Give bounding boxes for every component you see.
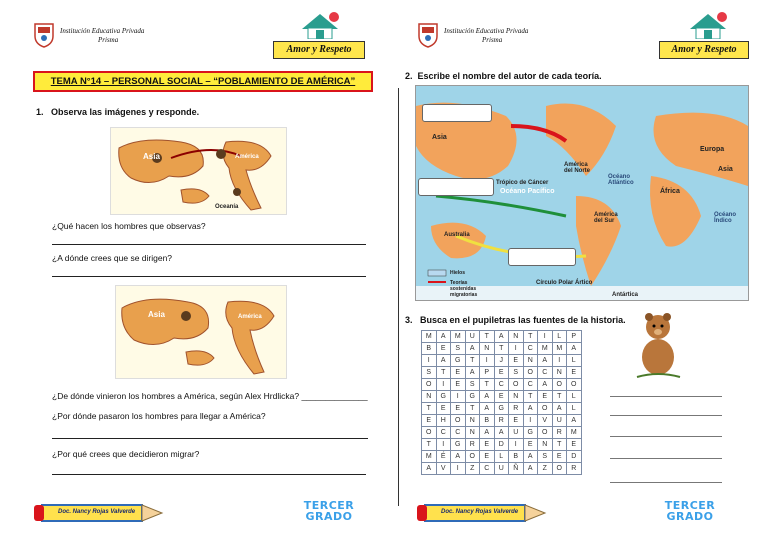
grid-cell[interactable]: E [552,451,567,463]
grid-cell[interactable]: E [538,391,553,403]
grid-cell[interactable]: S [465,379,480,391]
answer-line-1b[interactable] [52,276,366,277]
grid-cell[interactable]: C [538,367,553,379]
grid-cell[interactable]: Z [538,463,553,475]
grid-cell[interactable]: E [480,451,495,463]
grid-cell[interactable]: T [494,343,509,355]
grid-row [422,451,582,463]
grid-cell[interactable]: A [480,427,495,439]
grid-cell[interactable]: A [523,403,538,415]
grid-cell[interactable]: A [451,451,466,463]
map1-asia-label: Asia [143,152,160,161]
grid-cell[interactable]: I [436,439,451,451]
grid-cell[interactable]: A [538,379,553,391]
motto-box: Amor y Respeto [273,41,365,59]
school-logo [33,22,55,48]
question-2-heading [405,71,602,81]
grid-cell[interactable]: A [494,427,509,439]
answer-line-1e[interactable] [52,474,366,475]
map-label-am-norte: América del Norte [564,162,591,174]
map-label-cancer: Trópico de Cáncer [496,180,549,186]
grid-cell[interactable]: M [567,427,582,439]
school-line2: Prisma [98,36,119,44]
grade-line2: GRADO [305,510,353,523]
grid-cell[interactable]: T [480,331,495,343]
school-logo-right [417,22,439,48]
grid-cell[interactable]: J [494,355,509,367]
grid-cell[interactable]: U [465,331,480,343]
question-1e: ¿Por qué crees que decidieron migrar? [52,449,200,459]
migration-map-1 [110,127,287,215]
grade-badge-right [650,500,730,522]
grid-cell[interactable]: I [451,463,466,475]
grid-cell[interactable]: E [451,367,466,379]
grade-line1-right: TERCER [664,499,716,512]
map-label-asia-2: Asia [718,166,733,173]
question-1c: ¿De dónde vinieron los hombres a América, según Alex Hrdlicka? ______________ [52,391,368,401]
grid-row [422,343,582,355]
grid-cell[interactable]: A [422,463,437,475]
grid-cell[interactable]: R [509,403,524,415]
grid-row [422,367,582,379]
grid-cell[interactable]: H [436,415,451,427]
grid-cell[interactable]: A [567,415,582,427]
map-label-antartica: Antártica [612,292,639,298]
question-1-heading [36,107,199,117]
grid-cell[interactable]: É [436,451,451,463]
question-2-text: Escribe el nombre del autor de cada teoría. [417,71,602,81]
grid-cell[interactable]: I [451,391,466,403]
grid-cell[interactable]: C [436,427,451,439]
map-label-am-sur: América del Sur [594,212,618,224]
grid-cell[interactable]: N [480,343,495,355]
grid-cell[interactable]: O [552,379,567,391]
grid-cell[interactable]: N [422,391,437,403]
grid-cell[interactable]: C [523,343,538,355]
question-1a: ¿Qué hacen los hombres que observas? [52,221,206,231]
grid-cell[interactable]: O [552,463,567,475]
map1-oceania-label: Oceanía [215,204,239,210]
grid-row [422,331,582,343]
grid-cell[interactable]: O [567,379,582,391]
grade-badge [289,500,369,522]
question-3-text: Busca en el pupiletras las fuentes de la historia. [420,315,626,325]
question-1b: ¿A dónde crees que se dirigen? [52,253,173,263]
grid-cell[interactable]: I [538,331,553,343]
grid-cell[interactable]: O [523,367,538,379]
grid-cell[interactable]: I [523,415,538,427]
migration-map-2 [115,285,287,379]
grid-cell[interactable]: P [567,331,582,343]
grid-cell[interactable]: A [538,355,553,367]
grid-cell[interactable]: G [451,439,466,451]
map-label-africa: África [660,188,680,195]
grid-cell[interactable]: S [538,451,553,463]
grid-cell[interactable]: N [465,427,480,439]
grid-cell[interactable]: E [436,403,451,415]
bear-illustration [632,311,682,379]
grid-cell[interactable]: R [552,427,567,439]
grid-cell[interactable]: I [509,439,524,451]
teacher-name-right: Doc. Nancy Rojas Valverde [441,509,519,515]
question-1-number: 1. [36,107,44,117]
grid-cell[interactable]: T [552,391,567,403]
page-divider [398,88,399,506]
map-label-atlantico: Océano Atlántico [608,174,634,186]
grid-cell[interactable]: O [509,379,524,391]
grade-line1: TERCER [303,499,355,512]
grid-cell[interactable]: G [494,403,509,415]
grid-cell[interactable]: D [494,439,509,451]
grid-cell[interactable]: I [509,343,524,355]
map-label-asia: Asia [432,134,447,141]
grid-cell[interactable]: S [422,367,437,379]
map2-asia-label: Asia [148,310,165,319]
map2-america-label: América [238,314,262,320]
grid-cell[interactable]: G [451,355,466,367]
grid-cell[interactable]: E [451,379,466,391]
grid-cell[interactable]: T [436,367,451,379]
grid-cell[interactable]: L [494,451,509,463]
grid-cell[interactable]: C [523,379,538,391]
grid-cell[interactable]: N [509,331,524,343]
question-1d: ¿Por dónde pasaron los hombres para llegar a América? [52,411,266,421]
grid-cell[interactable]: U [509,427,524,439]
grid-cell[interactable]: T [480,379,495,391]
grid-cell[interactable]: V [436,463,451,475]
house-icon [298,11,342,39]
teacher-pencil-banner [32,502,164,524]
grid-cell[interactable]: T [523,391,538,403]
grid-cell[interactable]: I [552,355,567,367]
teacher-name: Doc. Nancy Rojas Valverde [58,509,136,515]
grid-cell[interactable]: E [494,367,509,379]
grid-cell[interactable]: A [465,367,480,379]
answer-line-3e[interactable] [610,482,722,483]
motto-box-right: Amor y Respeto [659,41,749,59]
grid-row [422,391,582,403]
grid-cell[interactable]: Z [465,463,480,475]
grid-cell[interactable]: Ñ [509,463,524,475]
grid-cell[interactable]: A [480,403,495,415]
grid-cell[interactable]: I [422,355,437,367]
grid-cell[interactable]: S [509,367,524,379]
answer-line-3d[interactable] [610,458,722,459]
question-2-number: 2. [405,71,413,81]
grid-cell[interactable]: E [567,439,582,451]
grid-cell[interactable]: O [422,379,437,391]
question-3-number: 3. [405,315,413,325]
school-line2-right: Prisma [482,36,503,44]
grid-row [422,355,582,367]
grid-cell[interactable]: A [436,331,451,343]
grid-cell[interactable]: B [509,451,524,463]
grid-cell[interactable]: B [480,415,495,427]
grid-cell[interactable]: T [523,331,538,343]
grid-cell[interactable]: S [451,343,466,355]
grid-cell[interactable]: M [422,451,437,463]
grid-cell[interactable]: E [509,415,524,427]
map-label-polar: Círculo Polar Ártico [536,280,593,286]
grid-cell[interactable]: T [552,439,567,451]
grid-row [422,463,582,475]
grid-cell[interactable]: B [422,343,437,355]
grid-row [422,439,582,451]
grid-cell[interactable]: L [567,403,582,415]
grid-cell[interactable]: E [567,367,582,379]
grid-cell[interactable]: M [552,343,567,355]
grid-cell[interactable]: G [465,391,480,403]
map1-america-label: América [235,154,259,160]
school-name [60,27,200,45]
grid-cell[interactable]: A [436,355,451,367]
grid-cell[interactable]: E [480,439,495,451]
grid-cell[interactable]: V [538,415,553,427]
grid-cell[interactable]: O [465,451,480,463]
grid-cell[interactable]: L [552,331,567,343]
map-legend-teorias: Teorías sostenidas migratorias [450,280,478,298]
answer-line-3b[interactable] [610,415,722,416]
answer-line-1a[interactable] [52,244,366,245]
grid-cell[interactable]: P [480,367,495,379]
grid-cell[interactable]: A [552,403,567,415]
grid-cell[interactable]: A [465,343,480,355]
map-legend-hielos: Hielos [450,270,466,276]
grid-cell[interactable]: C [494,379,509,391]
grid-cell[interactable]: T [422,439,437,451]
answer-line-1d[interactable] [52,438,368,439]
grid-cell[interactable]: N [509,391,524,403]
author-box-2[interactable] [418,178,494,196]
answer-line-3c[interactable] [610,436,722,437]
grid-cell[interactable]: A [567,343,582,355]
grid-cell[interactable]: N [465,415,480,427]
grid-cell[interactable]: A [494,331,509,343]
map-label-australia: Australia [444,232,470,238]
grade-line2-right: GRADO [666,510,714,523]
grid-cell[interactable]: E [436,343,451,355]
grid-cell[interactable]: R [567,463,582,475]
grid-cell[interactable]: M [538,343,553,355]
page-title: TEMA N°14 – PERSONAL SOCIAL – “POBLAMIENTO DE AMÉRICA” [33,71,373,92]
grid-cell[interactable]: R [494,415,509,427]
grid-cell[interactable]: G [523,427,538,439]
grid-cell[interactable]: C [451,427,466,439]
grid-cell[interactable]: N [523,355,538,367]
author-box-3[interactable] [508,248,576,266]
grid-cell[interactable]: E [451,403,466,415]
question-1-text: Observa las imágenes y responde. [51,107,200,117]
word-search-grid[interactable] [421,330,582,475]
grid-row [422,427,582,439]
grid-cell[interactable]: M [451,331,466,343]
grid-cell[interactable]: N [538,439,553,451]
grid-cell[interactable]: U [552,415,567,427]
map-label-pacifico: Océano Pacífico [500,188,555,195]
world-migration-map [415,85,749,301]
grid-cell[interactable]: N [552,367,567,379]
house-icon-right [686,11,730,39]
grid-cell[interactable]: R [465,439,480,451]
grid-cell[interactable]: O [538,403,553,415]
grid-cell[interactable]: G [436,391,451,403]
teacher-pencil-banner-right [415,502,547,524]
grid-cell[interactable]: O [451,415,466,427]
author-box-1[interactable] [422,104,492,122]
grid-cell[interactable]: I [480,355,495,367]
grid-row [422,415,582,427]
grid-cell[interactable]: C [480,463,495,475]
grid-cell[interactable]: A [480,391,495,403]
grid-cell[interactable]: O [538,427,553,439]
school-line1-right: Institución Educativa Privada [444,27,529,35]
map-label-indico: Océano Índico [714,212,737,224]
school-line1: Institución Educativa Privada [60,27,145,35]
school-name-right [444,27,584,45]
question-3-heading [405,315,626,325]
grid-cell[interactable]: L [567,391,582,403]
grid-cell[interactable]: I [436,379,451,391]
grid-cell[interactable]: T [465,403,480,415]
grid-cell[interactable]: U [494,463,509,475]
grid-cell[interactable]: T [465,355,480,367]
grid-cell[interactable]: L [567,355,582,367]
grid-cell[interactable]: M [422,331,437,343]
grid-cell[interactable]: A [523,463,538,475]
grid-cell[interactable]: E [509,355,524,367]
grid-cell[interactable]: O [422,427,437,439]
grid-cell[interactable]: E [422,415,437,427]
map-label-europa: Europa [700,146,725,153]
grid-row [422,403,582,415]
grid-cell[interactable]: E [523,439,538,451]
answer-line-3a[interactable] [610,396,722,397]
grid-cell[interactable]: E [494,391,509,403]
grid-row [422,379,582,391]
grid-cell[interactable]: A [523,451,538,463]
grid-cell[interactable]: D [567,451,582,463]
grid-cell[interactable]: T [422,403,437,415]
